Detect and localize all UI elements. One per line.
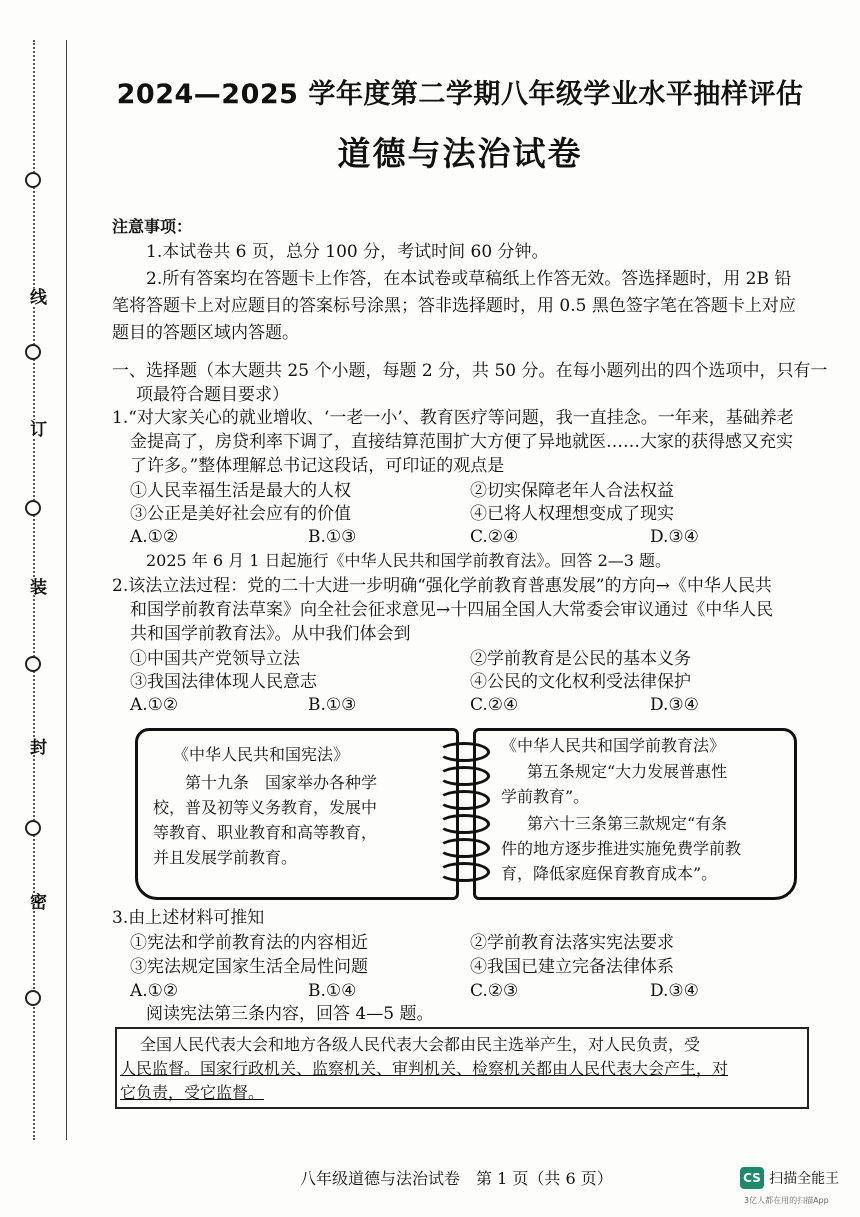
margin-char-xian: 线: [24, 288, 49, 305]
margin-char-ding: 订: [24, 420, 49, 437]
option: ①中国共产党领导立法: [130, 649, 300, 669]
notice-item: 2.所有答案均在答题卡上作答，在本试卷或草稿纸上作答无效。答选择题时，用 2B 铅: [146, 269, 792, 289]
choice-b: B.①④: [308, 981, 357, 1001]
option: ③公正是美好社会应有的价值: [130, 504, 351, 524]
material-right-line: 学前教育”。: [501, 787, 590, 806]
book-ring: [438, 790, 490, 810]
binding-hole: [25, 500, 41, 516]
notice-heading: 注意事项：: [112, 217, 193, 236]
choice-c: C.②③: [470, 981, 519, 1001]
binding-hole: [25, 172, 41, 188]
option: ②学前教育法落实宪法要求: [470, 933, 674, 953]
option: ④公民的文化权利受法律保护: [470, 672, 691, 692]
option: ④已将人权理想变成了现实: [470, 504, 674, 524]
binding-solid-line: [66, 40, 67, 1140]
binding-hole: [25, 344, 41, 360]
scanner-tagline: 3亿人都在用的扫描App: [744, 1196, 829, 1205]
exam-title: 2024—2025 学年度第二学期八年级学业水平抽样评估: [116, 79, 804, 110]
question-stem: 和国学前教育法草案》向全社会征求意见→十四届全国人大常委会审议通过《中华人民: [130, 600, 774, 620]
margin-char-feng: 封: [24, 738, 49, 755]
option: ②学前教育是公民的基本义务: [470, 649, 691, 669]
section-heading: 项最符合题目要求）: [136, 385, 289, 405]
notice-item: 题目的答题区域内答题。: [112, 323, 299, 343]
choice-b: B.①③: [308, 527, 357, 547]
margin-char-zhuang: 装: [24, 578, 49, 595]
page-footer: 八年级道德与法治试卷 第 1 页（共 6 页）: [300, 1169, 613, 1188]
choice-a: A.①②: [130, 527, 179, 547]
material-left-title: 《中华人民共和国宪法》: [173, 745, 350, 764]
scanner-app-name: 扫描全能王: [769, 1171, 840, 1187]
question-stem: 3.由上述材料可推知: [112, 908, 265, 928]
notice-item: 笔将答题卡上对应题目的答案标号涂黑；答非选择题时，用 0.5 黑色签字笔在答题卡上对应: [112, 296, 796, 316]
material-book-illustration: [135, 728, 795, 898]
question-stem: 金提高了，房贷利率下调了，直接结算范围扩大方便了异地就医……大家的获得感又充实: [130, 432, 793, 452]
material-left-line: 校，普及初等义务教育，发展中: [153, 798, 378, 817]
exam-subject: 道德与法治试卷: [337, 134, 583, 173]
question-stem: 了许多。”整体理解总书记这段话，可印证的观点是: [130, 456, 505, 476]
choice-a: A.①②: [130, 981, 179, 1001]
question-stem: 2.该法立法过程：党的二十大进一步明确“强化学前教育普惠发展”的方向→《中华人民共: [112, 576, 772, 596]
article3-line: 人民监督。国家行政机关、监察机关、审判机关、检察机关都由人民代表大会产生，对: [120, 1059, 729, 1078]
article3-line: 它负责，受它监督。: [120, 1083, 265, 1102]
material-right-line: 件的地方逐步推进实施免费学前教: [501, 839, 742, 858]
option: ③我国法律体现人民意志: [130, 672, 317, 692]
question-stem: 共和国学前教育法》。从中我们体会到: [130, 624, 411, 644]
choice-b: B.①③: [308, 695, 357, 715]
material-left-line: 并且发展学前教育。: [153, 848, 298, 867]
material-right-line: 第六十三条第三款规定“有条: [527, 814, 728, 833]
notice-item: 1.本试卷共 6 页，总分 100 分，考试时间 60 分钟。: [146, 242, 549, 262]
book-ring: [438, 766, 490, 786]
choice-d: D.③④: [650, 695, 699, 715]
option: ③宪法规定国家生活全局性问题: [130, 957, 368, 977]
binding-hole: [25, 820, 41, 836]
article3-line: 全国人民代表大会和地方各级人民代表大会都由民主选举产生，对人民负责，受: [140, 1035, 701, 1054]
material-right-title: 《中华人民共和国学前教育法》: [501, 736, 726, 755]
group-intro: 2025 年 6 月 1 日起施行《中华人民共和国学前教育法》。回答 2—3 题。: [146, 551, 672, 570]
material-right-line: 育，降低家庭保育教育成本”。: [501, 864, 718, 883]
group-intro: 阅读宪法第三条内容，回答 4—5 题。: [146, 1004, 434, 1024]
choice-d: D.③④: [650, 527, 699, 547]
choice-d: D.③④: [650, 981, 699, 1001]
binding-hole: [25, 990, 41, 1006]
option: ②切实保障老年人合法权益: [470, 481, 674, 501]
book-ring: [438, 838, 490, 858]
cs-logo-icon: CS: [740, 1167, 764, 1189]
material-left-line: 第十九条 国家举办各种学: [185, 773, 378, 792]
margin-char-mi: 密: [24, 893, 49, 910]
choice-a: A.①②: [130, 695, 179, 715]
book-ring: [438, 742, 490, 762]
option: ④我国已建立完备法律体系: [470, 957, 674, 977]
material-right-line: 第五条规定“大力发展普惠性: [527, 762, 728, 781]
choice-c: C.②④: [470, 527, 519, 547]
choice-c: C.②④: [470, 695, 519, 715]
book-ring: [438, 814, 490, 834]
scanner-logo: [740, 1167, 839, 1189]
question-stem: 1.“对大家关心的就业增收、‘一老一小’、教育医疗等问题，我一直挂念。一年来，基础养老: [112, 408, 794, 428]
book-ring: [438, 862, 490, 882]
material-left-line: 等教育、职业教育和高等教育，: [153, 823, 378, 842]
binding-hole: [25, 656, 41, 672]
option: ①宪法和学前教育法的内容相近: [130, 933, 368, 953]
section-heading: 一、选择题（本大题共 25 个小题，每题 2 分，共 50 分。在每小题列出的四个选项中，只有一: [112, 361, 828, 381]
option: ①人民幸福生活是最大的人权: [130, 481, 351, 501]
